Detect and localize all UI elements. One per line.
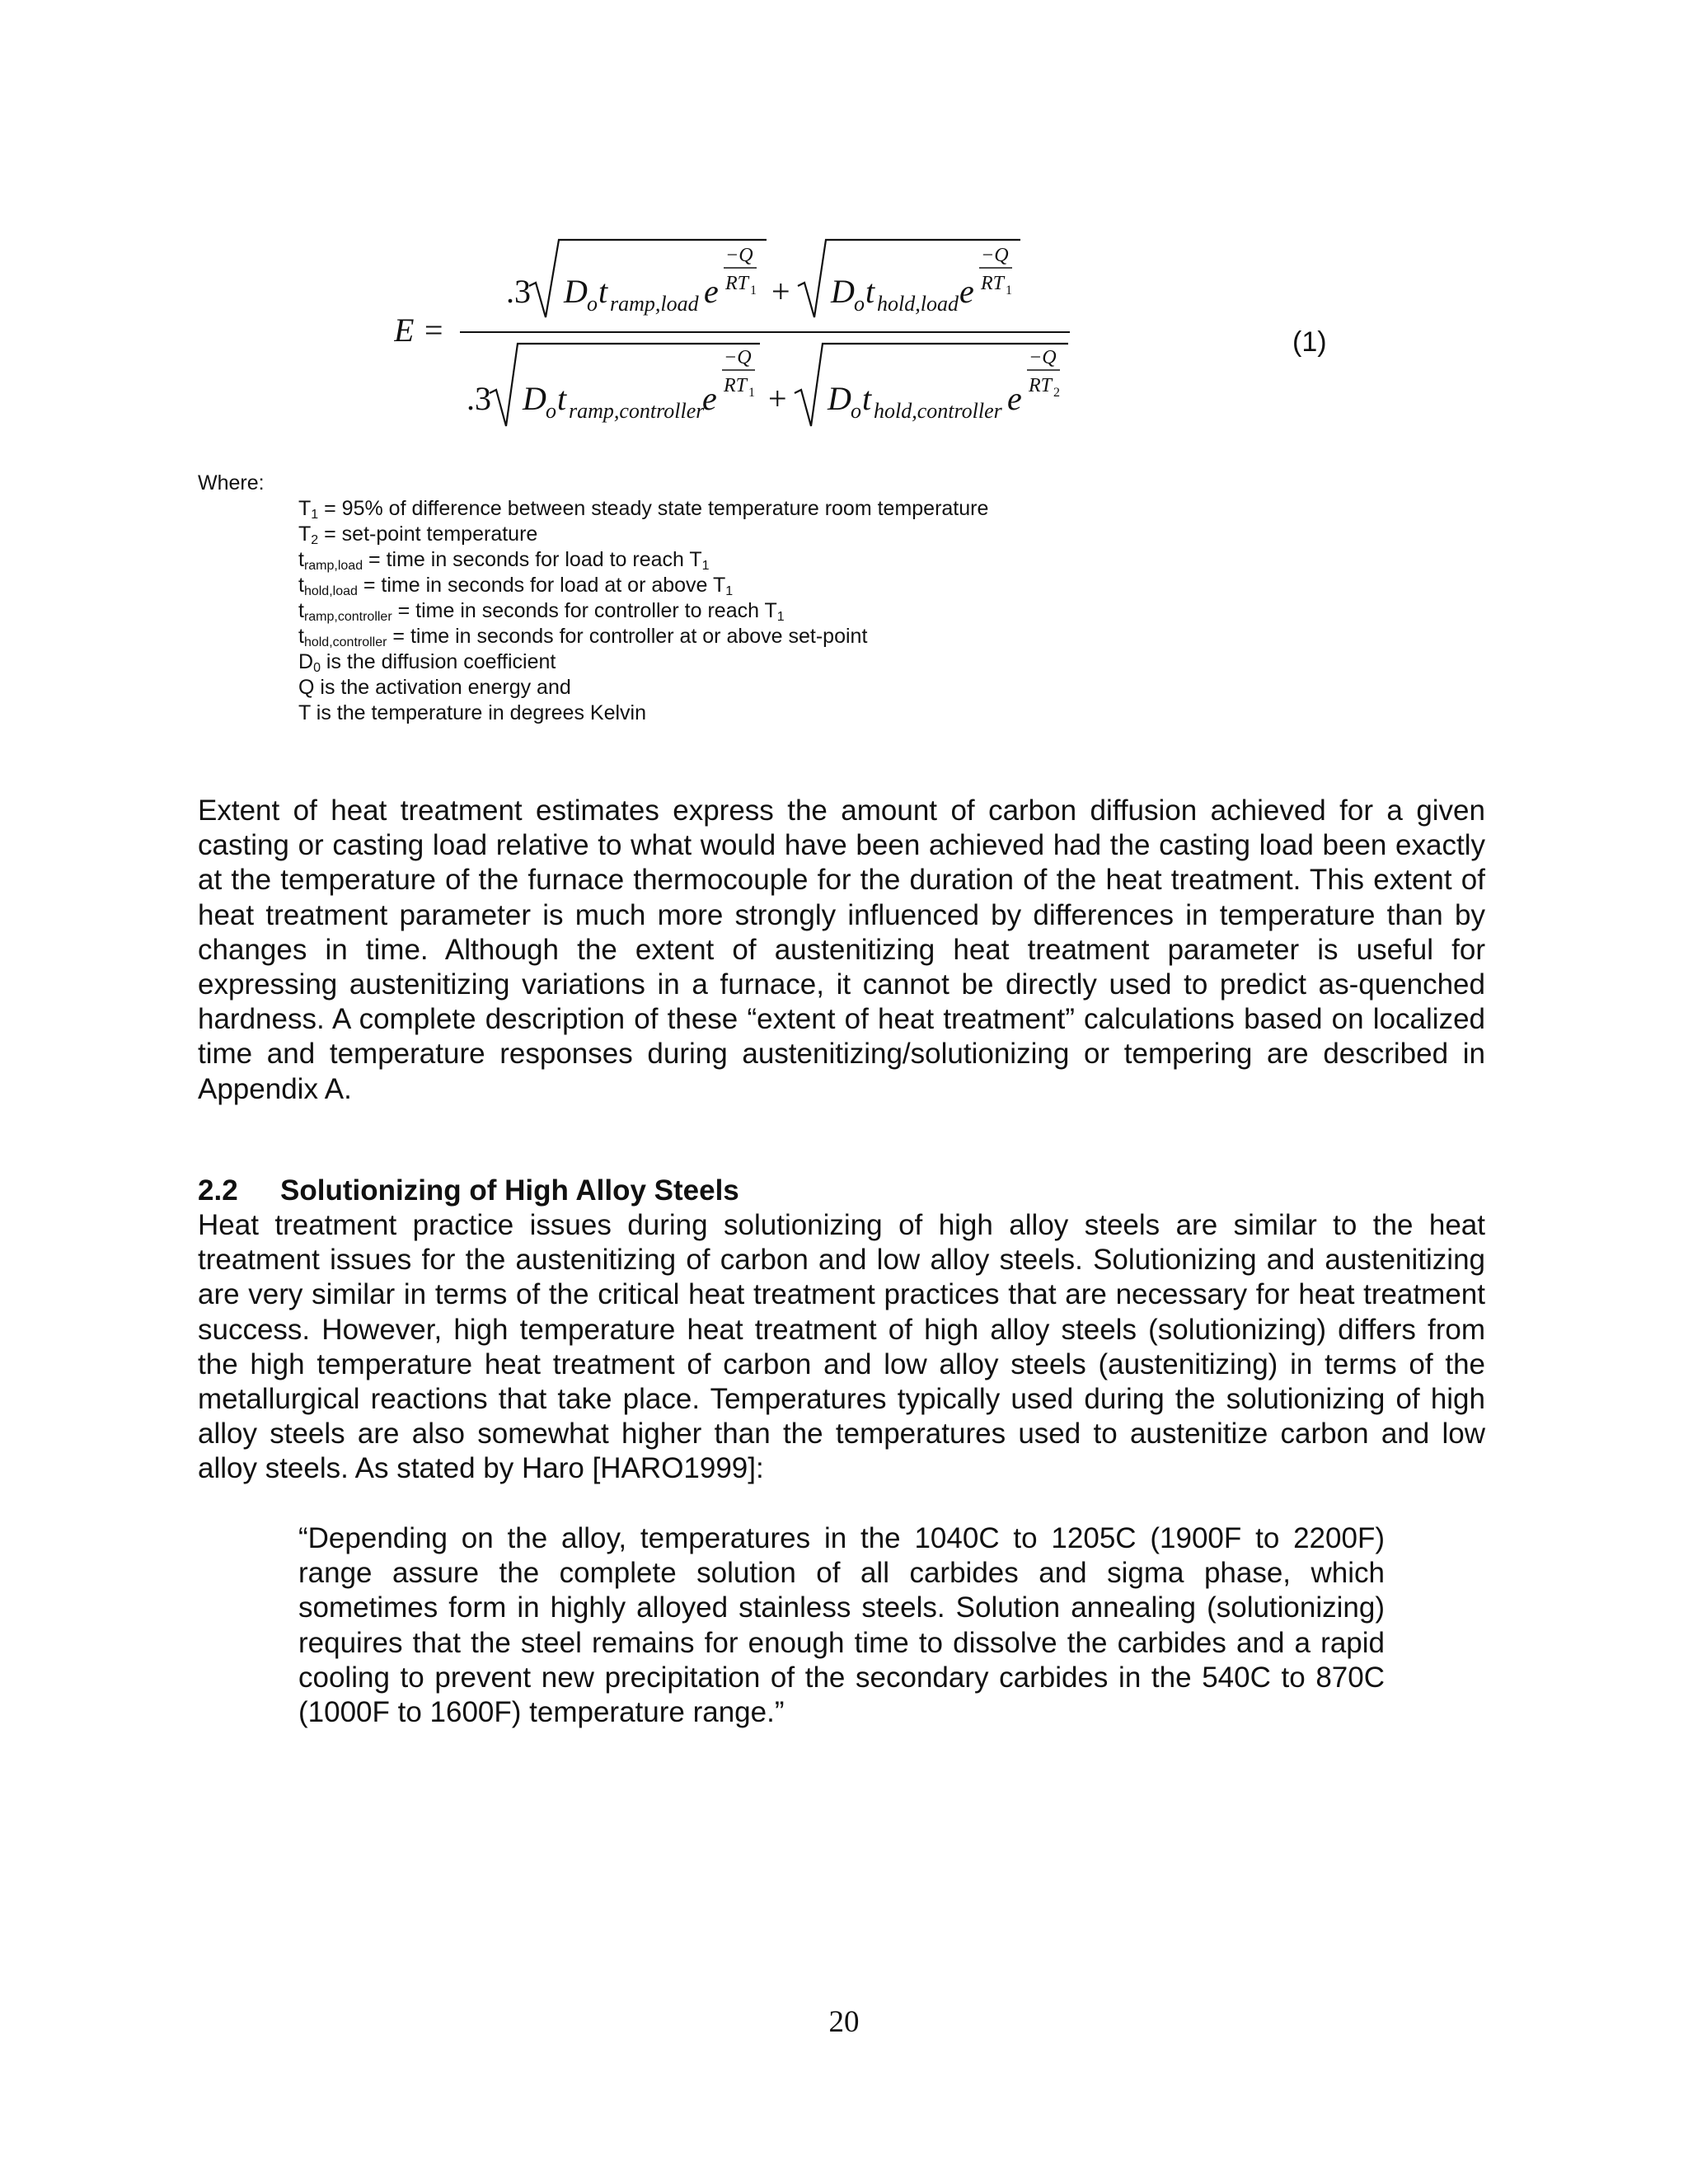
section-title: Solutionizing of High Alloy Steels — [280, 1174, 739, 1207]
num-exp-den-1: RT — [725, 273, 749, 294]
paragraph-extent-of-heat-treatment: Extent of heat treatment estimates express the amount of carbon diffusion achieved for a given casting or casting load relative to what would have been achieved had the casting load been exactly at the temperature of the furnace thermocouple for the duration of the heat treatment. This extent of heat treatment parameter is much more strongly influenced by differences in temperature than by changes in time. Although the extent of austenitizing heat treatment parameter is useful for expressing austenitizing variations in a furnace, it cannot be directly used to predict as-quenched hardness. A complete description of these “extent of heat treatment” calculations based on localized time and temperature responses during austenitizing/solutionizing or tempering are described in Appendix A. — [198, 794, 1485, 1105]
den-exp-den-2: RT — [1029, 375, 1053, 396]
den-D-2: D — [828, 380, 851, 417]
num-exp-num-1: −Q — [725, 245, 753, 266]
definition-line — [298, 675, 988, 701]
num-sub-1: ramp,load — [610, 292, 699, 316]
definition-subscript: 1 — [311, 508, 319, 522]
den-exp-num-2: −Q — [1029, 347, 1057, 368]
definition-symbol: T — [298, 497, 312, 520]
definition-line — [298, 522, 988, 547]
definition-subscript: ramp,controller — [303, 610, 392, 624]
block-quote-haro: “Depending on the alloy, temperatures in the 1040C to 1205C (1900F to 2200F) range assure the complete solution of all carbides and sigma phase, which sometimes form in highly alloyed stainless steels. Solution annealing (solutionizing) requires that the steel remains for enough time to dissolve the carbides and a rapid cooling to prevent new precipitation of the secondary carbides in the 540C to 870C (1000F to 1600F) temperature range.” — [298, 1522, 1385, 1729]
where-label: Where: — [198, 471, 265, 494]
definition-text: = time in seconds for load at or above T — [357, 574, 726, 597]
num-exp-den-sub-1: 1 — [750, 284, 757, 298]
definition-symbol: t — [298, 574, 304, 597]
definition-text: is the diffusion coefficient — [320, 650, 556, 673]
definition-line — [298, 496, 988, 522]
equation-lhs: E = — [394, 312, 445, 349]
den-exp-den-1: RT — [724, 375, 748, 396]
num-sub-2: hold,load — [877, 292, 959, 316]
equation-graphic — [394, 235, 1119, 449]
definition-text: Q is the activation energy and — [298, 676, 571, 699]
den-plus: + — [768, 380, 787, 417]
definition-symbol: t — [298, 625, 304, 648]
definition-line — [298, 649, 988, 675]
definition-subscript: hold,load — [303, 584, 358, 598]
num-plus: + — [771, 273, 790, 310]
section-heading — [198, 1174, 739, 1208]
definition-subscript: ramp,load — [303, 559, 363, 573]
definition-symbol: t — [298, 548, 304, 571]
num-t-2: t — [865, 273, 875, 310]
num-e-2: e — [959, 273, 974, 310]
den-o-2: o — [851, 399, 861, 423]
num-D-2: D — [831, 273, 855, 310]
definition-text: = 95% of difference between steady state temperature room temperature — [318, 497, 989, 520]
definition-line — [298, 547, 988, 573]
definition-tail-subscript: 1 — [725, 584, 734, 598]
definition-text: T is the temperature in degrees Kelvin — [298, 701, 646, 724]
definition-line — [298, 573, 988, 598]
page-number: 20 — [828, 2005, 860, 2039]
equation-1 — [394, 235, 1119, 449]
den-t-1: t — [557, 380, 567, 417]
den-exp-den-sub-2: 2 — [1053, 386, 1060, 400]
num-exp-num-2: −Q — [981, 245, 1009, 266]
den-coef: .3 — [467, 380, 491, 417]
definition-tail-subscript: 1 — [776, 610, 785, 624]
definition-symbol: D — [298, 650, 314, 673]
definition-text: = set-point temperature — [318, 523, 538, 546]
definitions-list — [298, 496, 988, 726]
den-o-1: o — [546, 399, 556, 423]
den-exp-num-1: −Q — [724, 347, 752, 368]
num-exp-den-2: RT — [981, 273, 1005, 294]
definition-line — [298, 701, 988, 726]
num-coef: .3 — [506, 273, 531, 310]
num-o-1: o — [587, 292, 598, 316]
definition-line — [298, 624, 988, 649]
den-t-2: t — [862, 380, 872, 417]
num-o-2: o — [854, 292, 865, 316]
definition-subscript: 0 — [313, 661, 321, 675]
equation-number: (1) — [1292, 326, 1327, 358]
definition-text: = time in seconds for controller to reach T — [392, 599, 777, 622]
definition-line — [298, 598, 988, 624]
num-D-1: D — [564, 273, 588, 310]
den-exp-den-sub-1: 1 — [748, 386, 755, 400]
paragraph-solutionizing: Heat treatment practice issues during solutionizing of high alloy steels are similar to the heat treatment issues for the austenitizing of carbon and low alloy steels. Solutionizing and austenitizing are very similar in terms of the critical heat treatment practices that are necessary for heat treatment success. However, high temperature heat treatment of high alloy steels (solutionizing) differs from the high temperature heat treatment of carbon and low alloy steels (austenitizing) in terms of the metallurgical reactions that take place. Temperatures typically used during the solutionizing of high alloy steels are also somewhat higher than the temperatures used to austenitize carbon and low alloy steels. As stated by Haro [HARO1999]: — [198, 1209, 1485, 1485]
den-D-1: D — [523, 380, 546, 417]
definition-text: = time in seconds for controller at or above set-point — [387, 625, 868, 648]
definition-subscript: 2 — [311, 533, 319, 547]
definition-subscript: hold,controller — [303, 635, 387, 649]
section-number: 2.2 — [198, 1174, 238, 1207]
den-e-2: e — [1007, 380, 1022, 417]
den-sub-1: ramp,controller — [569, 399, 705, 423]
definition-text: = time in seconds for load to reach T — [363, 548, 702, 571]
definition-symbol: T — [298, 523, 312, 546]
definition-tail-subscript: 1 — [701, 559, 710, 573]
num-e-1: e — [704, 273, 719, 310]
den-sub-2: hold,controller — [874, 399, 1002, 423]
num-exp-den-sub-2: 1 — [1006, 284, 1012, 298]
num-t-1: t — [598, 273, 608, 310]
den-e-1: e — [702, 380, 717, 417]
definition-symbol: t — [298, 599, 304, 622]
